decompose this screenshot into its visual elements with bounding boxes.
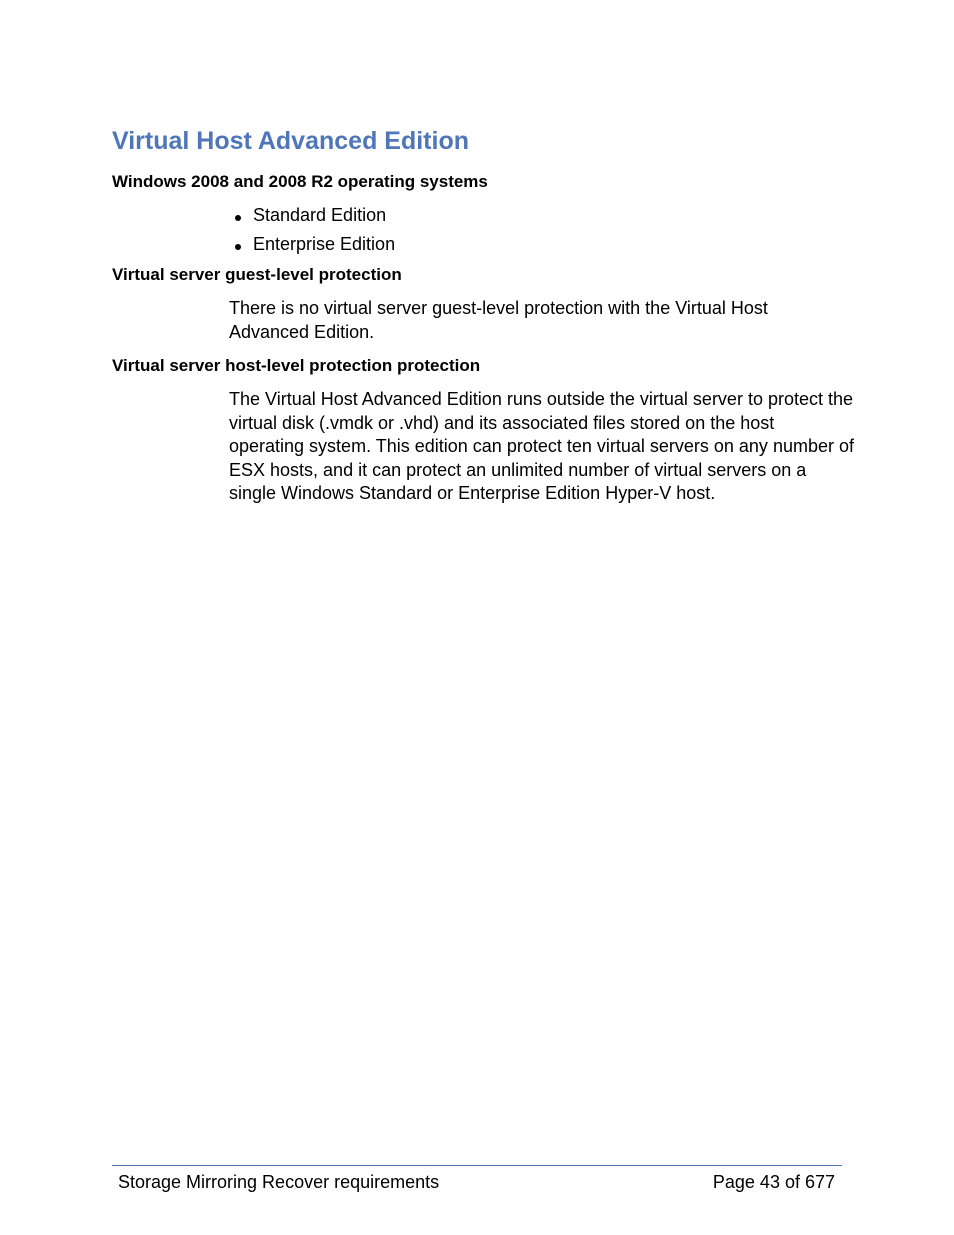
footer-page-number: Page 43 of 677: [712, 1172, 835, 1192]
page-title: Virtual Host Advanced Edition: [112, 127, 469, 155]
list-item-label: Enterprise Edition: [253, 234, 396, 254]
list-item: [229, 204, 395, 233]
footer-section-title: Storage Mirroring Recover requirements: [118, 1172, 440, 1192]
footer-divider: [112, 1165, 842, 1166]
bullet-icon: [235, 244, 241, 250]
section-heading-host-level: Virtual server host-level protection protection: [112, 356, 481, 375]
section-heading-guest-level: Virtual server guest-level protection: [112, 265, 402, 284]
list-item: [229, 233, 395, 262]
os-edition-list: [229, 204, 395, 262]
guest-level-paragraph: There is no virtual server guest-level protection with the Virtual Host Advanced Edition.: [229, 298, 768, 342]
section-heading-os: Windows 2008 and 2008 R2 operating systems: [112, 172, 488, 191]
host-level-paragraph: The Virtual Host Advanced Edition runs outside the virtual server to protect the virtual disk (.vmdk or .vhd) and its associated files stored on the host operating system. This edition can protect ten virtual servers on any number of ESX hosts, and it can protect an unlimited number of virtual servers on a single Windows Standard or Enterprise Edition Hyper-V host.: [229, 389, 854, 503]
list-item-label: Standard Edition: [253, 205, 387, 225]
bullet-icon: [235, 215, 241, 221]
